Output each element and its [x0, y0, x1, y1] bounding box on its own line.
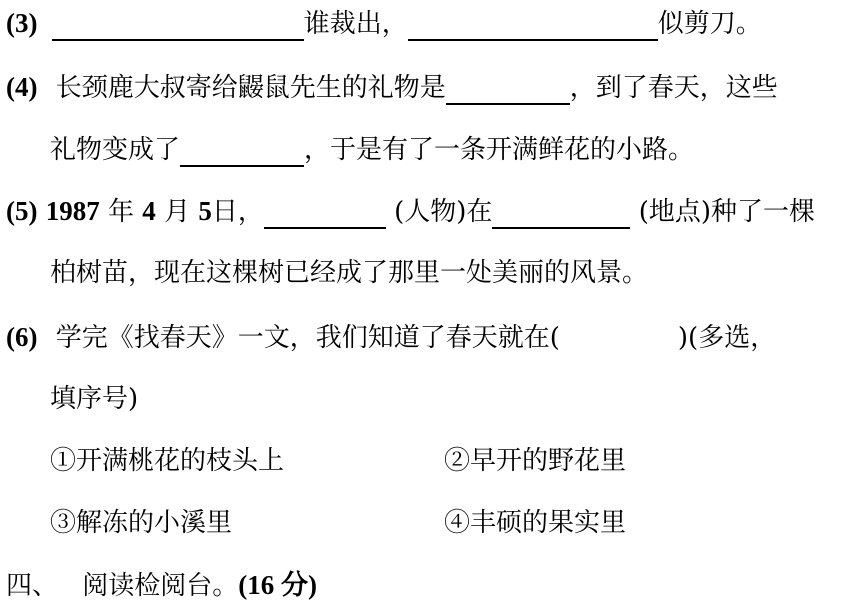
- question-text: 学完《找春天》一文，我们知道了春天就在(: [55, 323, 560, 353]
- question-text: ，于是有了一条开满鲜花的小路。: [304, 135, 695, 165]
- answer-blank[interactable]: [264, 199, 386, 229]
- option-1: ①开满桃花的枝头上: [50, 446, 285, 476]
- question-text: 填序号): [50, 384, 139, 414]
- question-6: [6, 320, 776, 354]
- question-text: ，到了春天，这些: [569, 73, 778, 103]
- question-3: [6, 6, 762, 40]
- answer-blank[interactable]: [408, 11, 658, 41]
- section-heading: [6, 568, 317, 602]
- question-5-cont: [50, 256, 648, 290]
- option-3: ③解冻的小溪里: [50, 508, 233, 538]
- question-text: 似剪刀。: [657, 9, 762, 39]
- question-number: (6): [6, 322, 38, 352]
- answer-blank[interactable]: [446, 75, 570, 105]
- date-text: 日，: [211, 197, 264, 227]
- answer-blank[interactable]: [492, 199, 630, 229]
- question-number: (5): [6, 196, 38, 226]
- question-text: 柏树苗，现在这棵树已经成了那里一处美丽的风景。: [50, 258, 649, 288]
- day-value: 5: [198, 196, 212, 226]
- question-4: [6, 70, 778, 104]
- question-4-cont: [50, 133, 694, 167]
- question-text: )(多选，: [677, 323, 777, 353]
- date-text: 年: [108, 197, 135, 227]
- answer-blank[interactable]: [52, 11, 304, 41]
- year-value: 1987: [45, 196, 100, 226]
- question-5: [6, 194, 815, 228]
- question-text: (人物)在: [394, 197, 493, 227]
- section-title: 阅读检阅台。: [82, 571, 239, 601]
- month-value: 4: [142, 196, 156, 226]
- question-text: 礼物变成了: [50, 135, 181, 165]
- question-number: (3): [6, 8, 38, 38]
- date-text: 月: [164, 197, 191, 227]
- question-text: 长颈鹿大叔寄给鼹鼠先生的礼物是: [55, 73, 446, 103]
- question-number: (4): [6, 72, 38, 102]
- question-text: 谁裁出，: [303, 9, 408, 39]
- section-score: (16 分): [238, 570, 318, 600]
- option-4: ④丰硕的果实里: [444, 508, 627, 538]
- option-2: ②早开的野花里: [444, 446, 627, 476]
- section-number: 四、: [6, 571, 59, 601]
- question-text: (地点)种了一棵: [638, 197, 815, 227]
- answer-blank[interactable]: [180, 137, 304, 167]
- question-6-cont: [50, 382, 138, 416]
